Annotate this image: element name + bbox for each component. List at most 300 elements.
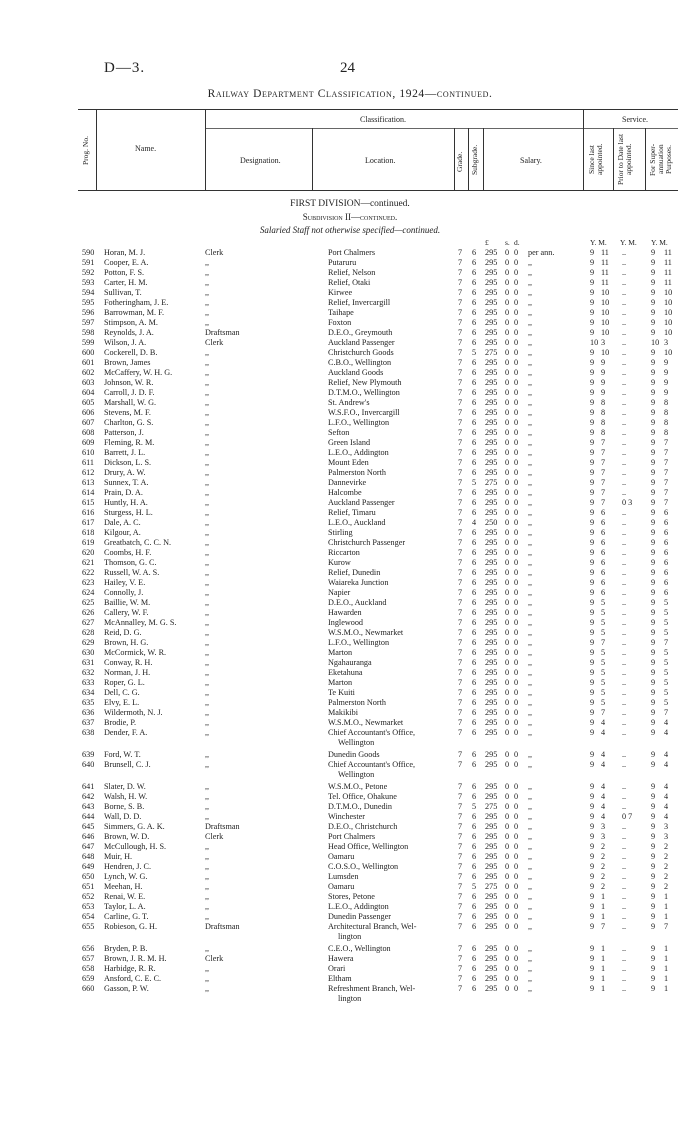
super-months-cell: 10 [664,288,673,297]
super-years-cell: 9 [651,852,656,861]
col-divider [96,109,97,190]
salary-shillings-cell: 0 [505,258,510,267]
super-months-cell: 6 [664,548,669,557]
salary-pounds-cell: 295 [485,608,498,617]
subgrade-cell: 6 [472,708,477,717]
table-row [0,518,700,528]
prog-no-cell: 617 [82,518,95,527]
since-months-cell: 4 [601,782,606,791]
salary-pounds-cell: 295 [485,318,498,327]
designation-cell: ,, [205,708,210,717]
salary-pounds-cell: 295 [485,438,498,447]
super-months-cell: 11 [664,278,672,287]
since-months-cell: 3 [601,822,606,831]
salary-pence-cell: 0 [514,458,519,467]
since-months-cell: 6 [601,588,606,597]
super-years-cell: 9 [651,638,656,647]
location-continuation: lington [338,932,362,941]
table-row [0,278,700,288]
staff-note: Salaried Staff not otherwise specified—continued. [259,225,441,235]
designation-cell: Clerk [205,832,224,841]
name-cell: Dale, A. C. [104,518,141,527]
location-cell: Marton [328,678,353,687]
prog-no-cell: 635 [82,698,95,707]
prior-ym-unit: Y. M. [620,238,637,247]
table-row [0,944,700,954]
division-heading: FIRST DIVISION—continued. [290,199,410,209]
location-cell: Auckland Passenger [328,498,395,507]
super-years-cell: 9 [651,698,656,707]
salary-pence-cell: 0 [514,728,519,737]
designation-cell: ,, [205,288,210,297]
super-years-cell: 9 [651,518,656,527]
since-months-cell: 4 [601,750,606,759]
salary-shillings-cell: 0 [505,448,510,457]
location-cell: Palmerston North [328,698,386,707]
super-years-cell: 9 [651,438,656,447]
since-months-cell: 5 [601,608,606,617]
table-row [0,688,700,698]
name-cell: Barrowman, M. F. [104,308,165,317]
location-cell: Christchurch Goods [328,348,394,357]
salary-period-cell: ,, [528,388,533,397]
designation-cell: Clerk [205,338,224,347]
grade-cell: 7 [458,658,463,667]
prior-to-cell: .. [622,782,627,791]
super-years-cell: 9 [651,718,656,727]
since-months-cell: 7 [601,498,606,507]
since-months-cell: 11 [601,278,609,287]
super-months-cell: 6 [664,578,669,587]
prog-no-cell: 615 [82,498,95,507]
location-cell: Chief Accountant's Office, [328,760,416,769]
since-years-cell: 9 [590,588,595,597]
since-months-cell: 2 [601,882,606,891]
salary-shillings-cell: 0 [505,558,510,567]
salary-shillings-cell: 0 [505,368,510,377]
prog-no-cell: 603 [82,378,95,387]
salary-pence-cell: 0 [514,548,519,557]
salary-pence-cell: 0 [514,944,519,953]
super-years-cell: 9 [651,358,656,367]
table-row [0,338,700,348]
since-years-cell: 9 [590,812,595,821]
salary-shillings-cell: 0 [505,728,510,737]
designation-cell: ,, [205,398,210,407]
prior-to-cell: .. [622,468,627,477]
prior-to-cell: .. [622,278,627,287]
subgrade-cell: 6 [472,338,477,347]
salary-pounds-cell: 295 [485,912,498,921]
location-cell: Taihape [328,308,354,317]
super-years-cell: 9 [651,678,656,687]
salary-period-cell: ,, [528,478,533,487]
salary-period-cell: ,, [528,984,533,993]
designation-cell: Clerk [205,954,224,963]
prior-to-cell: .. [622,358,627,367]
prior-to-cell: .. [622,792,627,801]
pence-unit: d. [514,238,520,247]
subgrade-cell: 6 [472,892,477,901]
since-months-cell: 4 [601,718,606,727]
salary-period-cell: ,, [528,498,533,507]
super-months-cell: 5 [664,688,669,697]
super-years-cell: 9 [651,508,656,517]
super-years-cell: 9 [651,728,656,737]
designation-cell: ,, [205,812,210,821]
prog-no-cell: 637 [82,718,95,727]
subgrade-cell: 6 [472,378,477,387]
table-row [0,248,700,258]
prior-to-cell: .. [622,288,627,297]
salary-shillings-cell: 0 [505,538,510,547]
name-cell: Brown, James [104,358,151,367]
prog-no-cell: 629 [82,638,95,647]
super-years-cell: 9 [651,418,656,427]
salary-period-cell: ,, [528,698,533,707]
document-code: D—3. [104,60,146,76]
super-years-cell: 9 [651,378,656,387]
salary-period-cell: ,, [528,964,533,973]
super-months-cell: 3 [664,338,669,347]
designation-cell: Clerk [205,248,224,257]
since-years-cell: 9 [590,388,595,397]
salary-pence-cell: 0 [514,568,519,577]
subgrade-cell: 6 [472,568,477,577]
name-cell: Simmers, G. A. K. [104,822,165,831]
location-cell: Relief, Otaki [328,278,371,287]
super-years-cell: 9 [651,468,656,477]
since-months-cell: 1 [601,974,606,983]
since-months-cell: 1 [601,964,606,973]
salary-pounds-cell: 295 [485,418,498,427]
designation-cell: ,, [205,760,210,769]
salary-pounds-cell: 295 [485,488,498,497]
super-months-cell: 6 [664,508,669,517]
name-cell: Cooper, E. A. [104,258,149,267]
designation-cell: Draftsman [205,822,240,831]
prior-to-cell: .. [622,668,627,677]
prior-to-cell: .. [622,638,627,647]
prior-to-cell: .. [622,964,627,973]
location-cell: Makikibi [328,708,359,717]
designation-cell: ,, [205,388,210,397]
salary-shillings-cell: 0 [505,708,510,717]
name-cell: Callery, W. F. [104,608,149,617]
super-months-cell: 4 [664,812,669,821]
grade-cell: 7 [458,578,463,587]
prog-no-cell: 631 [82,658,95,667]
salary-pounds-cell: 295 [485,528,498,537]
salary-pence-cell: 0 [514,750,519,759]
since-months-cell: 4 [601,792,606,801]
subgrade-cell: 6 [472,398,477,407]
salary-period-cell: ,, [528,588,533,597]
location-cell: L.F.O., Wellington [328,638,390,647]
salary-period-cell: ,, [528,668,533,677]
since-months-cell: 8 [601,398,606,407]
prog-no-cell: 590 [82,248,95,257]
salary-shillings-cell: 0 [505,618,510,627]
super-months-cell: 4 [664,802,669,811]
salary-pounds-cell: 295 [485,892,498,901]
table-row [0,668,700,678]
since-years-cell: 9 [590,912,595,921]
super-months-cell: 7 [664,638,669,647]
subgrade-cell: 6 [472,528,477,537]
name-cell: Russell, W. A. S. [104,568,160,577]
salary-pounds-cell: 275 [485,348,498,357]
since-months-cell: 3 [601,338,606,347]
grade-cell: 7 [458,984,463,993]
location-continuation: Wellington [338,738,375,747]
prog-no-cell: 642 [82,792,95,801]
prog-no-cell: 594 [82,288,95,297]
name-cell: Cockerell, D. B. [104,348,158,357]
table-row [0,298,700,308]
since-months-cell: 9 [601,378,606,387]
salary-pence-cell: 0 [514,438,519,447]
salary-pence-cell: 0 [514,448,519,457]
location-cell: Stores, Petone [328,892,375,901]
super-years-cell: 9 [651,658,656,667]
salary-pounds-cell: 295 [485,964,498,973]
table-row [0,358,700,368]
super-months-cell: 7 [664,922,669,931]
prior-to-cell: .. [622,862,627,871]
name-cell: Fotheringham, J. E. [104,298,169,307]
grade-cell: 7 [458,760,463,769]
since-months-cell: 7 [601,488,606,497]
prog-no-cell: 651 [82,882,95,891]
salary-pence-cell: 0 [514,760,519,769]
since-years-cell: 9 [590,328,595,337]
location-cell: D.T.M.O., Wellington [328,388,400,397]
location-cell: Waiareka Junction [328,578,389,587]
salary-pounds-cell: 295 [485,408,498,417]
classification-header: Classification. [360,115,406,124]
salary-pounds-cell: 295 [485,872,498,881]
prior-to-cell: .. [622,328,627,337]
grade-cell: 7 [458,922,463,931]
name-cell: Baillie, W. M. [104,598,151,607]
salary-shillings-cell: 0 [505,348,510,357]
salary-pounds-cell: 295 [485,458,498,467]
grade-cell: 7 [458,478,463,487]
table-row [0,974,700,984]
grade-cell: 7 [458,518,463,527]
since-years-cell: 9 [590,954,595,963]
prior-to-cell: .. [622,338,627,347]
salary-shillings-cell: 0 [505,628,510,637]
super-months-cell: 7 [664,448,669,457]
subgrade-cell: 6 [472,750,477,759]
salary-pounds-cell: 295 [485,792,498,801]
since-months-cell: 5 [601,618,606,627]
prior-to-cell: .. [622,488,627,497]
subgrade-cell: 5 [472,478,477,487]
prog-no-cell: 604 [82,388,95,397]
salary-period-cell: ,, [528,628,533,637]
designation-cell: Draftsman [205,328,240,337]
since-years-cell: 9 [590,398,595,407]
prog-no-cell: 648 [82,852,95,861]
since-years-cell: 9 [590,648,595,657]
location-cell: C.E.O., Wellington [328,944,391,953]
designation-cell: ,, [205,538,210,547]
since-months-cell: 2 [601,862,606,871]
prior-to-cell: .. [622,678,627,687]
location-cell: Sefton [328,428,350,437]
prior-to-cell: .. [622,268,627,277]
grade-cell: 7 [458,308,463,317]
since-months-cell: 2 [601,852,606,861]
prior-to-cell: .. [622,478,627,487]
salary-shillings-cell: 0 [505,608,510,617]
name-cell: Taylor, L. A. [104,902,146,911]
prior-to-cell: .. [622,902,627,911]
subgrade-cell: 6 [472,964,477,973]
table-row [0,658,700,668]
designation-cell: ,, [205,944,210,953]
since-years-cell: 9 [590,618,595,627]
salary-shillings-cell: 0 [505,792,510,801]
table-row [0,258,700,268]
since-months-cell: 6 [601,508,606,517]
salary-pence-cell: 0 [514,358,519,367]
location-header: Location. [365,156,396,165]
since-years-cell: 9 [590,558,595,567]
grade-cell: 7 [458,338,463,347]
subgrade-cell: 6 [472,498,477,507]
prior-to-cell: .. [622,558,627,567]
salary-pence-cell: 0 [514,974,519,983]
super-months-cell: 5 [664,678,669,687]
subgrade-cell: 6 [472,308,477,317]
super-months-cell: 2 [664,862,669,871]
super-years-cell: 9 [651,318,656,327]
super-months-cell: 7 [664,458,669,467]
prog-no-cell: 625 [82,598,95,607]
table-row [0,448,700,458]
salary-period-cell: ,, [528,862,533,871]
table-row [0,678,700,688]
super-months-cell: 4 [664,718,669,727]
salary-period-cell: ,, [528,648,533,657]
grade-cell: 7 [458,438,463,447]
location-cell: Winchester [328,812,365,821]
salary-period-cell: ,, [528,954,533,963]
table-row [0,628,700,638]
salary-shillings-cell: 0 [505,842,510,851]
since-years-cell: 9 [590,728,595,737]
salary-period-cell: ,, [528,760,533,769]
super-months-cell: 1 [664,902,669,911]
since-months-cell: 4 [601,760,606,769]
salary-pence-cell: 0 [514,328,519,337]
designation-cell: ,, [205,688,210,697]
designation-cell: ,, [205,618,210,627]
since-months-cell: 7 [601,922,606,931]
salary-shillings-cell: 0 [505,328,510,337]
salary-period-cell: ,, [528,618,533,627]
subgrade-cell: 6 [472,488,477,497]
grade-cell: 7 [458,872,463,881]
subgrade-cell: 6 [472,288,477,297]
since-years-cell: 9 [590,448,595,457]
subgrade-cell: 6 [472,638,477,647]
name-cell: Stimpson, A. M. [104,318,158,327]
prior-to-cell: .. [622,418,627,427]
salary-shillings-cell: 0 [505,912,510,921]
prog-no-cell: 639 [82,750,95,759]
salary-pounds-cell: 295 [485,832,498,841]
salary-pence-cell: 0 [514,812,519,821]
salary-shillings-cell: 0 [505,902,510,911]
salary-period-cell: ,, [528,658,533,667]
salary-shillings-cell: 0 [505,378,510,387]
name-cell: Norman, J. H. [104,668,151,677]
salary-pounds-cell: 295 [485,308,498,317]
designation-cell: ,, [205,782,210,791]
grade-cell: 7 [458,608,463,617]
salary-pence-cell: 0 [514,842,519,851]
salary-shillings-cell: 0 [505,308,510,317]
name-cell: McAnnalley, M. G. S. [104,618,177,627]
location-cell: Port Chalmers [328,248,376,257]
prior-to-cell: .. [622,922,627,931]
salary-pence-cell: 0 [514,658,519,667]
super-years-cell: 9 [651,558,656,567]
location-cell: Kurow [328,558,351,567]
super-years-cell: 9 [651,598,656,607]
prog-no-cell: 657 [82,954,95,963]
prior-to-cell: 0 3 [622,498,633,507]
salary-period-cell: ,, [528,468,533,477]
super-months-cell: 4 [664,728,669,737]
prior-to-cell: .. [622,258,627,267]
super-months-cell: 10 [664,298,673,307]
super-months-cell: 5 [664,628,669,637]
salary-period-cell: ,, [528,678,533,687]
salary-period-cell: ,, [528,458,533,467]
grade-cell: 7 [458,248,463,257]
since-years-cell: 9 [590,902,595,911]
salary-pence-cell: 0 [514,598,519,607]
grade-cell: 7 [458,428,463,437]
since-years-cell: 9 [590,608,595,617]
super-years-cell: 9 [651,428,656,437]
name-cell: Lynch, W. G. [104,872,148,881]
salary-shillings-cell: 0 [505,812,510,821]
table-row [0,398,700,408]
salary-pence-cell: 0 [514,368,519,377]
salary-shillings-cell: 0 [505,508,510,517]
designation-cell: ,, [205,468,210,477]
prior-to-cell: .. [622,984,627,993]
name-cell: Walsh, H. W. [104,792,148,801]
prog-no-cell: 646 [82,832,95,841]
table-row [0,548,700,558]
super-months-cell: 3 [664,832,669,841]
name-cell: Carline, G. T. [104,912,149,921]
header-top-rule [78,109,678,110]
name-cell: McCormick, W. R. [104,648,167,657]
table-row [0,792,700,802]
since-years-cell: 9 [590,668,595,677]
grade-cell: 7 [458,348,463,357]
salary-shillings-cell: 0 [505,688,510,697]
